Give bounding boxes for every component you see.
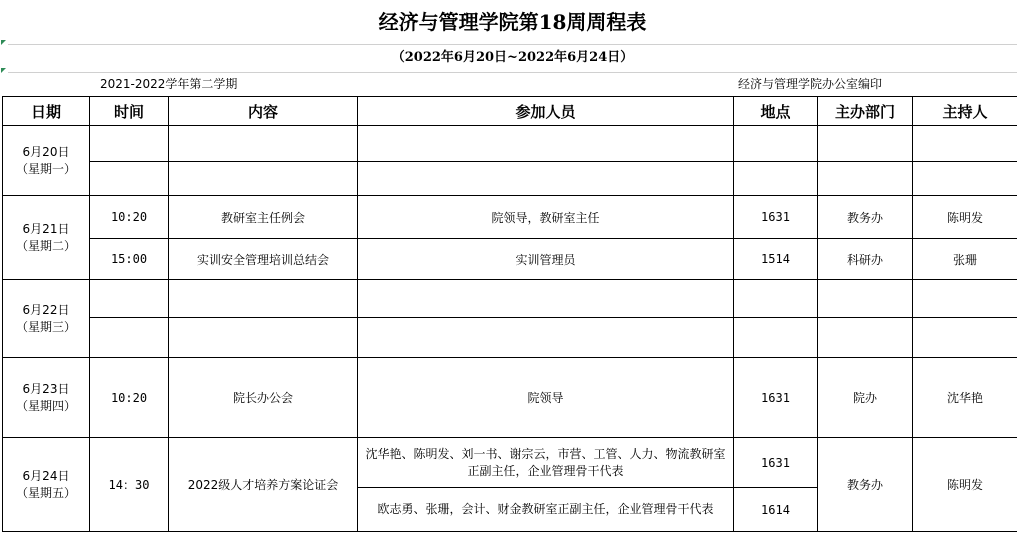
col-header-attendees: 参加人员	[358, 97, 734, 126]
host-cell	[913, 280, 1017, 318]
content-cell: 教研室主任例会	[169, 196, 358, 239]
table-row	[3, 358, 1017, 438]
col-header-location: 地点	[734, 97, 818, 126]
content-cell: 实训安全管理培训总结会	[169, 239, 358, 280]
department-cell: 科研办	[818, 239, 913, 280]
col-header-content: 内容	[169, 97, 358, 126]
weekday-label: （星期五）	[15, 485, 76, 500]
attendees-cell	[358, 162, 734, 196]
attendees-cell	[358, 318, 734, 358]
host-cell: 沈华艳	[913, 358, 1017, 438]
location-cell	[734, 280, 818, 318]
content-cell: 院长办公会	[169, 358, 358, 438]
location-cell: 1631	[734, 196, 818, 239]
host-cell	[913, 126, 1017, 162]
location-cell: 1631	[734, 438, 818, 488]
location-cell	[734, 162, 818, 196]
attendees-cell: 沈华艳、陈明发、刘一书、谢宗云，市营、工管、人力、物流教研室正副主任，企业管理骨干代表	[358, 438, 734, 488]
date-cell	[3, 358, 90, 438]
time-cell	[90, 318, 169, 358]
content-cell	[169, 318, 358, 358]
date-label: 6月23日	[22, 381, 70, 396]
host-cell	[913, 318, 1017, 358]
attendees-cell	[358, 126, 734, 162]
attendees-cell: 欧志勇、张珊，会计、财金教研室正副主任，企业管理骨干代表	[358, 488, 734, 532]
attendees-cell	[358, 280, 734, 318]
date-cell	[3, 438, 90, 532]
table-row	[3, 162, 1017, 196]
time-cell: 10:20	[90, 196, 169, 239]
location-cell: 1514	[734, 239, 818, 280]
table-row	[3, 239, 1017, 280]
time-cell	[90, 126, 169, 162]
attendees-cell: 实训管理员	[358, 239, 734, 280]
content-cell	[169, 126, 358, 162]
semester-label: 2021-2022学年第二学期	[100, 77, 238, 91]
date-cell	[3, 126, 90, 196]
attendees-cell: 院领导	[358, 358, 734, 438]
department-cell: 院办	[818, 358, 913, 438]
time-cell: 14：30	[90, 438, 169, 532]
attendees-cell: 院领导，教研室主任	[358, 196, 734, 239]
date-range-subtitle: （2022年6月20日~2022年6月24日）	[8, 44, 1017, 73]
department-cell	[818, 280, 913, 318]
department-cell	[818, 318, 913, 358]
date-label: 6月22日	[22, 302, 70, 317]
weekday-label: （星期三）	[15, 319, 76, 334]
location-cell	[734, 318, 818, 358]
time-cell	[90, 280, 169, 318]
host-cell: 陈明发	[913, 196, 1017, 239]
content-cell: 2022级人才培养方案论证会	[169, 438, 358, 532]
content-cell	[169, 162, 358, 196]
cell-marker	[1, 68, 6, 73]
host-cell	[913, 162, 1017, 196]
weekday-label: （星期四）	[15, 398, 76, 413]
weekday-label: （星期一）	[15, 161, 76, 176]
host-cell: 张珊	[913, 239, 1017, 280]
col-header-host: 主持人	[913, 97, 1017, 126]
location-cell: 1614	[734, 488, 818, 532]
compiler-label: 经济与管理学院办公室编印	[738, 77, 883, 91]
col-header-date: 日期	[3, 97, 90, 126]
location-cell: 1631	[734, 358, 818, 438]
table-row	[3, 280, 1017, 318]
date-label: 6月24日	[22, 468, 70, 483]
table-row	[3, 126, 1017, 162]
department-cell: 教务办	[818, 196, 913, 239]
location-cell	[734, 126, 818, 162]
date-label: 6月21日	[22, 221, 70, 236]
header-row	[3, 97, 1017, 126]
info-row	[8, 72, 1017, 96]
content-cell	[169, 280, 358, 318]
date-cell	[3, 196, 90, 280]
table-row	[3, 438, 1017, 488]
department-cell	[818, 162, 913, 196]
cell-marker	[1, 40, 6, 45]
time-cell: 10:20	[90, 358, 169, 438]
col-header-time: 时间	[90, 97, 169, 126]
col-header-department: 主办部门	[818, 97, 913, 126]
department-cell: 教务办	[818, 438, 913, 532]
department-cell	[818, 126, 913, 162]
host-cell: 陈明发	[913, 438, 1017, 532]
table-row	[3, 318, 1017, 358]
time-cell: 15:00	[90, 239, 169, 280]
table-row	[3, 196, 1017, 239]
date-cell	[3, 280, 90, 358]
page-title: 经济与管理学院第18周周程表	[8, 0, 1017, 45]
time-cell	[90, 162, 169, 196]
date-label: 6月20日	[22, 144, 70, 159]
weekday-label: （星期二）	[15, 238, 76, 253]
schedule-table	[2, 96, 1017, 532]
